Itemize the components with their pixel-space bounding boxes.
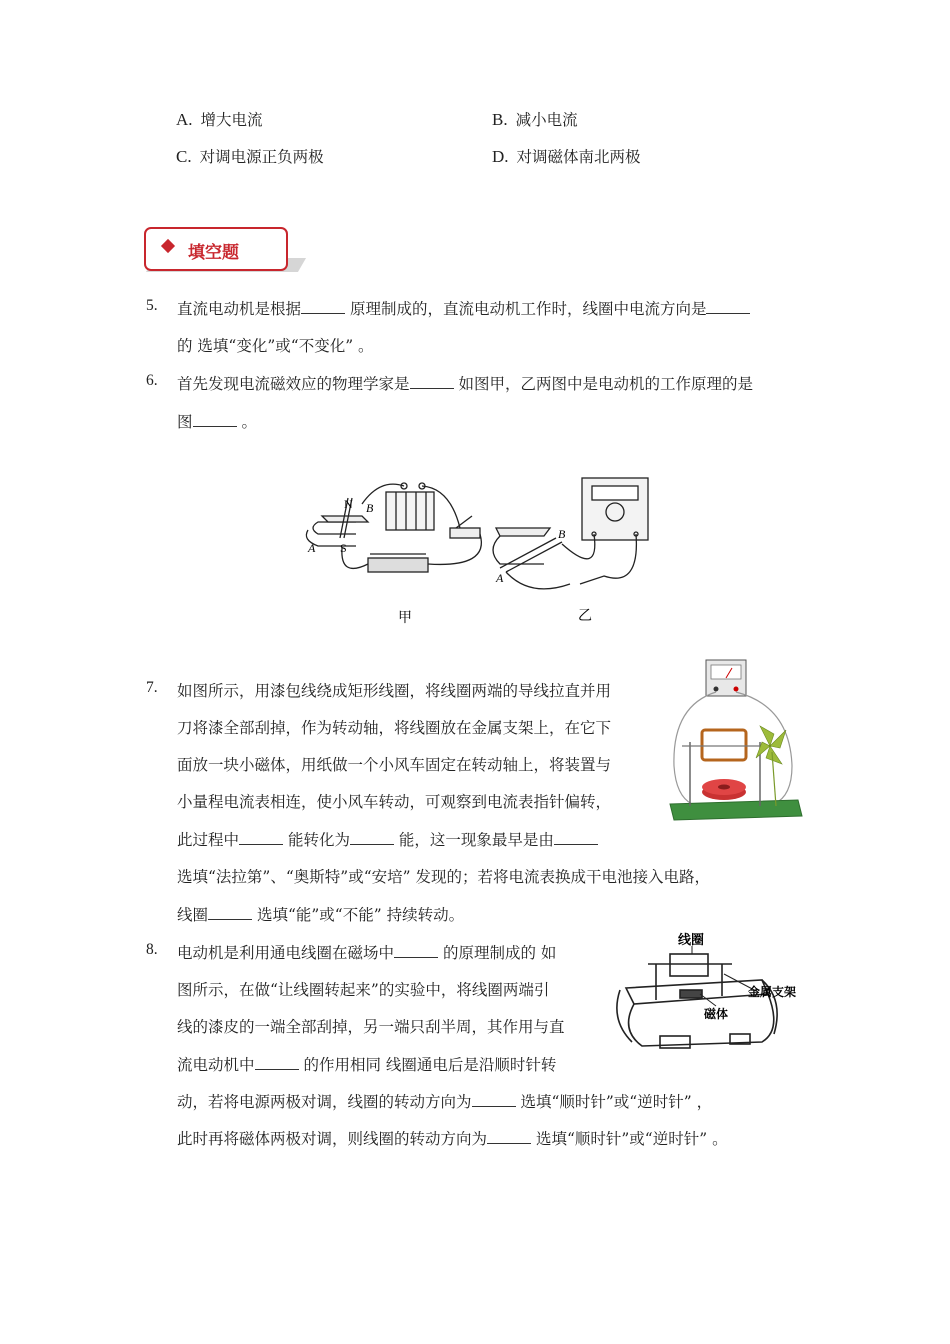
q8-line-6 bbox=[177, 1127, 728, 1149]
q5-line-2: 的 选填“变化”或“不变化” 。 bbox=[177, 337, 374, 355]
option-key: A. bbox=[176, 110, 193, 129]
q5-line-1 bbox=[177, 297, 750, 319]
option-b bbox=[492, 108, 578, 130]
q8-text: 动，若将电源两极对调，线圈的转动方向为 bbox=[177, 1093, 472, 1111]
q8-text: 流电动机中 bbox=[177, 1056, 255, 1074]
coil bbox=[702, 730, 746, 760]
u-magnet-left bbox=[313, 522, 356, 534]
magnet-n-label: N bbox=[344, 497, 353, 511]
q8-line-3: 线的漆皮的一端全部刮掉，另一端只刮半周，其作用与直 bbox=[177, 1018, 565, 1036]
answer-blank bbox=[472, 1092, 516, 1107]
option-d bbox=[492, 145, 641, 167]
q7-text: 选填“能”或“不能” 持续转动。 bbox=[252, 906, 465, 924]
figure-label-left: 甲 bbox=[398, 611, 412, 626]
option-a bbox=[176, 108, 263, 130]
q6-line-2 bbox=[177, 410, 257, 432]
q7-line-5 bbox=[177, 828, 598, 850]
point-a-label: A bbox=[496, 571, 504, 585]
point-b-label: B bbox=[366, 501, 374, 515]
q6-text: 图 bbox=[177, 413, 193, 431]
q8-line-4 bbox=[177, 1053, 556, 1075]
coil bbox=[670, 954, 708, 976]
answer-blank bbox=[239, 830, 283, 845]
question-number: 7. bbox=[146, 679, 158, 696]
magnet-s-label: S bbox=[340, 541, 347, 555]
option-key: C. bbox=[176, 147, 192, 166]
q7-line-6: 选填“法拉第”、“奥斯特”或“安培” 发现的；若将电流表换成干电池接入电路， bbox=[177, 868, 710, 886]
windmill-coil-figure bbox=[662, 656, 804, 824]
q6-text: 。 bbox=[236, 413, 257, 431]
q7-line-1: 如图所示，用漆包线绕成矩形线圈，将线圈两端的导线拉直并用 bbox=[177, 682, 612, 700]
coil-rotation-figure bbox=[612, 930, 812, 1060]
q8-text: 选填“顺时针”或“逆时针” 。 bbox=[531, 1130, 728, 1148]
switch bbox=[450, 528, 480, 538]
option-c bbox=[176, 145, 324, 167]
question-number: 6. bbox=[146, 372, 158, 389]
q8-text: 的原理制成的 如 bbox=[438, 944, 557, 962]
rheostat bbox=[368, 558, 428, 572]
magnet-label: 磁体 bbox=[704, 1007, 729, 1021]
q6-text: 首先发现电流磁效应的物理学家是 bbox=[177, 375, 410, 393]
answer-blank bbox=[706, 299, 750, 314]
answer-blank bbox=[487, 1129, 531, 1144]
q8-line-1 bbox=[177, 941, 556, 963]
q7-line-4: 小量程电流表相连，使小风车转动，可观察到电流表指针偏转， bbox=[177, 793, 612, 811]
answer-blank bbox=[554, 830, 598, 845]
answer-blank bbox=[350, 830, 394, 845]
battery bbox=[386, 492, 434, 530]
answer-blank bbox=[394, 943, 438, 958]
section-header bbox=[144, 227, 288, 271]
answer-blank bbox=[410, 374, 454, 389]
question-number: 5. bbox=[146, 297, 158, 314]
q8-line-5 bbox=[177, 1090, 712, 1112]
answer-blank bbox=[255, 1055, 299, 1070]
figure-label-right: 乙 bbox=[578, 609, 592, 624]
section-title: 填空题 bbox=[188, 243, 239, 263]
q7-text: 线圈 bbox=[177, 906, 209, 924]
q7-text: 能，这一现象最早是由 bbox=[393, 831, 554, 849]
option-text: 对调电源正负两极 bbox=[199, 148, 324, 166]
answer-blank bbox=[301, 299, 345, 314]
q8-text: 此时再将磁体两极对调，则线圈的转动方向为 bbox=[177, 1130, 488, 1148]
motor-generator-figure bbox=[300, 468, 660, 630]
option-text: 对调磁体南北两极 bbox=[516, 148, 641, 166]
option-text: 增大电流 bbox=[200, 111, 263, 129]
q5-text: 原理制成的，直流电动机工作时，线圈中电流方向是 bbox=[345, 300, 707, 318]
option-key: B. bbox=[492, 110, 508, 129]
q7-line-7 bbox=[177, 903, 464, 925]
q7-text: 此过程中 bbox=[177, 831, 240, 849]
q8-text: 电动机是利用通电线圈在磁场中 bbox=[177, 944, 395, 962]
diamond-icon bbox=[161, 239, 175, 253]
option-key: D. bbox=[492, 147, 509, 166]
point-b-label: B bbox=[558, 527, 566, 541]
q7-line-2: 刀将漆全部刮掉，作为转动轴，将线圈放在金属支架上，在它下 bbox=[177, 719, 612, 737]
q7-text: 能转化为 bbox=[283, 831, 350, 849]
q7-line-3: 面放一块小磁体，用纸做一个小风车固定在转动轴上，将装置与 bbox=[177, 756, 612, 774]
option-text: 减小电流 bbox=[515, 111, 578, 129]
magnet bbox=[680, 990, 702, 998]
q6-text: 如图甲，乙两图中是电动机的工作原理的是 bbox=[453, 375, 753, 393]
answer-blank bbox=[208, 905, 252, 920]
q8-line-2: 图所示，在做“让线圈转起来”的实验中，将线圈两端引 bbox=[177, 981, 550, 999]
answer-blank bbox=[193, 412, 237, 427]
q8-text: 的作用相同 线圈通电后是沿顺时针转 bbox=[298, 1056, 557, 1074]
coil-label: 线圈 bbox=[678, 932, 705, 947]
bracket-label: 金属支架 bbox=[748, 985, 797, 999]
q8-text: 选填“顺时针”或“逆时针” ， bbox=[515, 1093, 713, 1111]
point-a-label: A bbox=[308, 541, 316, 555]
question-number: 8. bbox=[146, 941, 158, 958]
q5-text: 直流电动机是根据 bbox=[177, 300, 302, 318]
q6-line-1 bbox=[177, 372, 753, 394]
